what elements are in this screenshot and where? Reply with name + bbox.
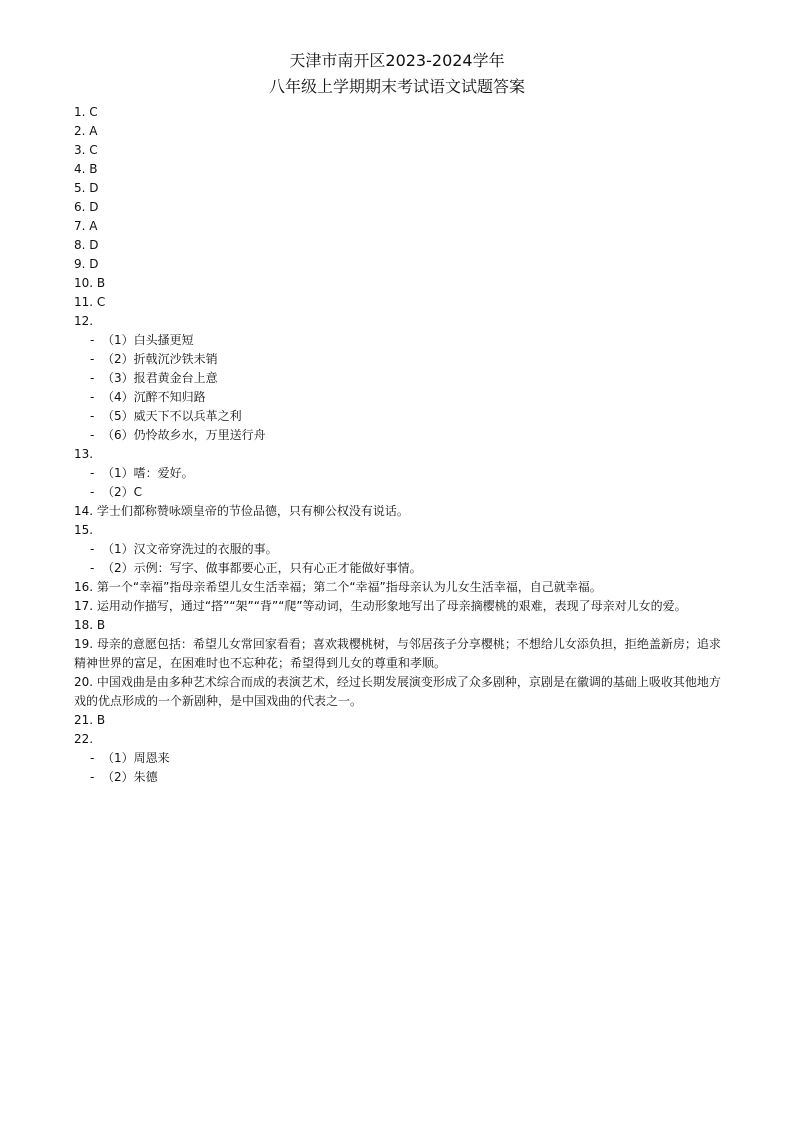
- sub-answer-item: [74, 559, 724, 578]
- sub-answer-item: [74, 426, 724, 445]
- sub-answer-item: [74, 350, 724, 369]
- sub-answer-text: （3）报君黄金台上意: [102, 371, 218, 385]
- sub-answer-item: [74, 768, 724, 787]
- answer-item: 21. B: [74, 713, 106, 727]
- sub-answer-text: （6）仍怜故乡水，万里送行舟: [102, 428, 266, 442]
- answer-item: 3. C: [74, 143, 98, 157]
- sub-answer-item: [74, 388, 724, 407]
- answer-item: 13.: [74, 447, 94, 461]
- bullet-dash-icon: -: [90, 542, 95, 556]
- sub-answer-item: [74, 369, 724, 388]
- answer-item: 9. D: [74, 257, 99, 271]
- answer-item: 6. D: [74, 200, 99, 214]
- sub-answer-item: [74, 464, 724, 483]
- sub-answer-item: [74, 483, 724, 502]
- sub-answer-item: [74, 540, 724, 559]
- sub-answer-text: （5）威天下不以兵革之利: [102, 409, 242, 423]
- answer-item: 22.: [74, 732, 94, 746]
- sub-answer-text: （1）汉文帝穿洗过的衣服的事。: [102, 542, 278, 556]
- bullet-dash-icon: -: [90, 428, 95, 442]
- sub-answer-text: （4）沉醉不知归路: [102, 390, 206, 404]
- bullet-dash-icon: -: [90, 333, 95, 347]
- answer-item: 12.: [74, 314, 94, 328]
- answer-item: 11. C: [74, 295, 106, 309]
- answer-item: 10. B: [74, 276, 106, 290]
- bullet-dash-icon: -: [90, 466, 95, 480]
- sub-answer-text: （2）C: [102, 485, 143, 499]
- answer-list: [74, 103, 724, 787]
- sub-answer-text: （2）示例：写字、做事都要心正，只有心正才能做好事情。: [102, 561, 422, 575]
- answer-item: 16. 第一个“幸福”指母亲希望儿女生活幸福；第二个“幸福”指母亲认为儿女生活幸福，自己就幸福。: [74, 580, 602, 594]
- bullet-dash-icon: -: [90, 352, 95, 366]
- sub-answer-text: （2）朱德: [102, 770, 158, 784]
- sub-answer-text: （1）周恩来: [102, 751, 170, 765]
- answer-item: 14. 学士们都称赞咏颂皇帝的节俭品德，只有柳公权没有说话。: [74, 504, 409, 518]
- answer-item: 20. 中国戏曲是由多种艺术综合而成的表演艺术，经过长期发展演变形成了众多剧种，京剧是在徽调的基础上吸收其他地方戏的优点形成的一个新剧种，是中国戏曲的代表之一。: [74, 675, 721, 708]
- answer-item: 1. C: [74, 105, 98, 119]
- answer-item: 5. D: [74, 181, 99, 195]
- bullet-dash-icon: -: [90, 561, 95, 575]
- document-title-line2: 八年级上学期期末考试语文试题答案: [268, 77, 525, 96]
- sub-answer-item: [74, 331, 724, 350]
- sub-answer-text: （2）折戟沉沙铁未销: [102, 352, 218, 366]
- answer-item: 18. B: [74, 618, 106, 632]
- answer-item: 4. B: [74, 162, 98, 176]
- answer-item: 17. 运用动作描写，通过“搭”“架”“背”“爬”等动词，生动形象地写出了母亲摘樱桃的艰难，表现了母亲对儿女的爱。: [74, 599, 687, 613]
- answer-item: 7. A: [74, 219, 98, 233]
- answer-item: 8. D: [74, 238, 99, 252]
- sub-answer-item: [74, 749, 724, 768]
- answer-item: 19. 母亲的意愿包括：希望儿女常回家看看；喜欢栽樱桃树，与邻居孩子分享樱桃；不想给儿女添负担，拒绝盖新房；追求精神世界的富足，在困难时也不忘种花；希望得到儿女的尊重和孝顺。: [74, 637, 721, 670]
- bullet-dash-icon: -: [90, 770, 95, 784]
- answer-item: 2. A: [74, 124, 98, 138]
- bullet-dash-icon: -: [90, 751, 95, 765]
- sub-answer-item: [74, 407, 724, 426]
- bullet-dash-icon: -: [90, 409, 95, 423]
- sub-answer-text: （1）嗜：爱好。: [102, 466, 194, 480]
- document-title-line1: 天津市南开区2023-2024学年: [289, 51, 505, 70]
- sub-answer-text: （1）白头搔更短: [102, 333, 194, 347]
- answer-item: 15.: [74, 523, 94, 537]
- bullet-dash-icon: -: [90, 390, 95, 404]
- bullet-dash-icon: -: [90, 371, 95, 385]
- bullet-dash-icon: -: [90, 485, 95, 499]
